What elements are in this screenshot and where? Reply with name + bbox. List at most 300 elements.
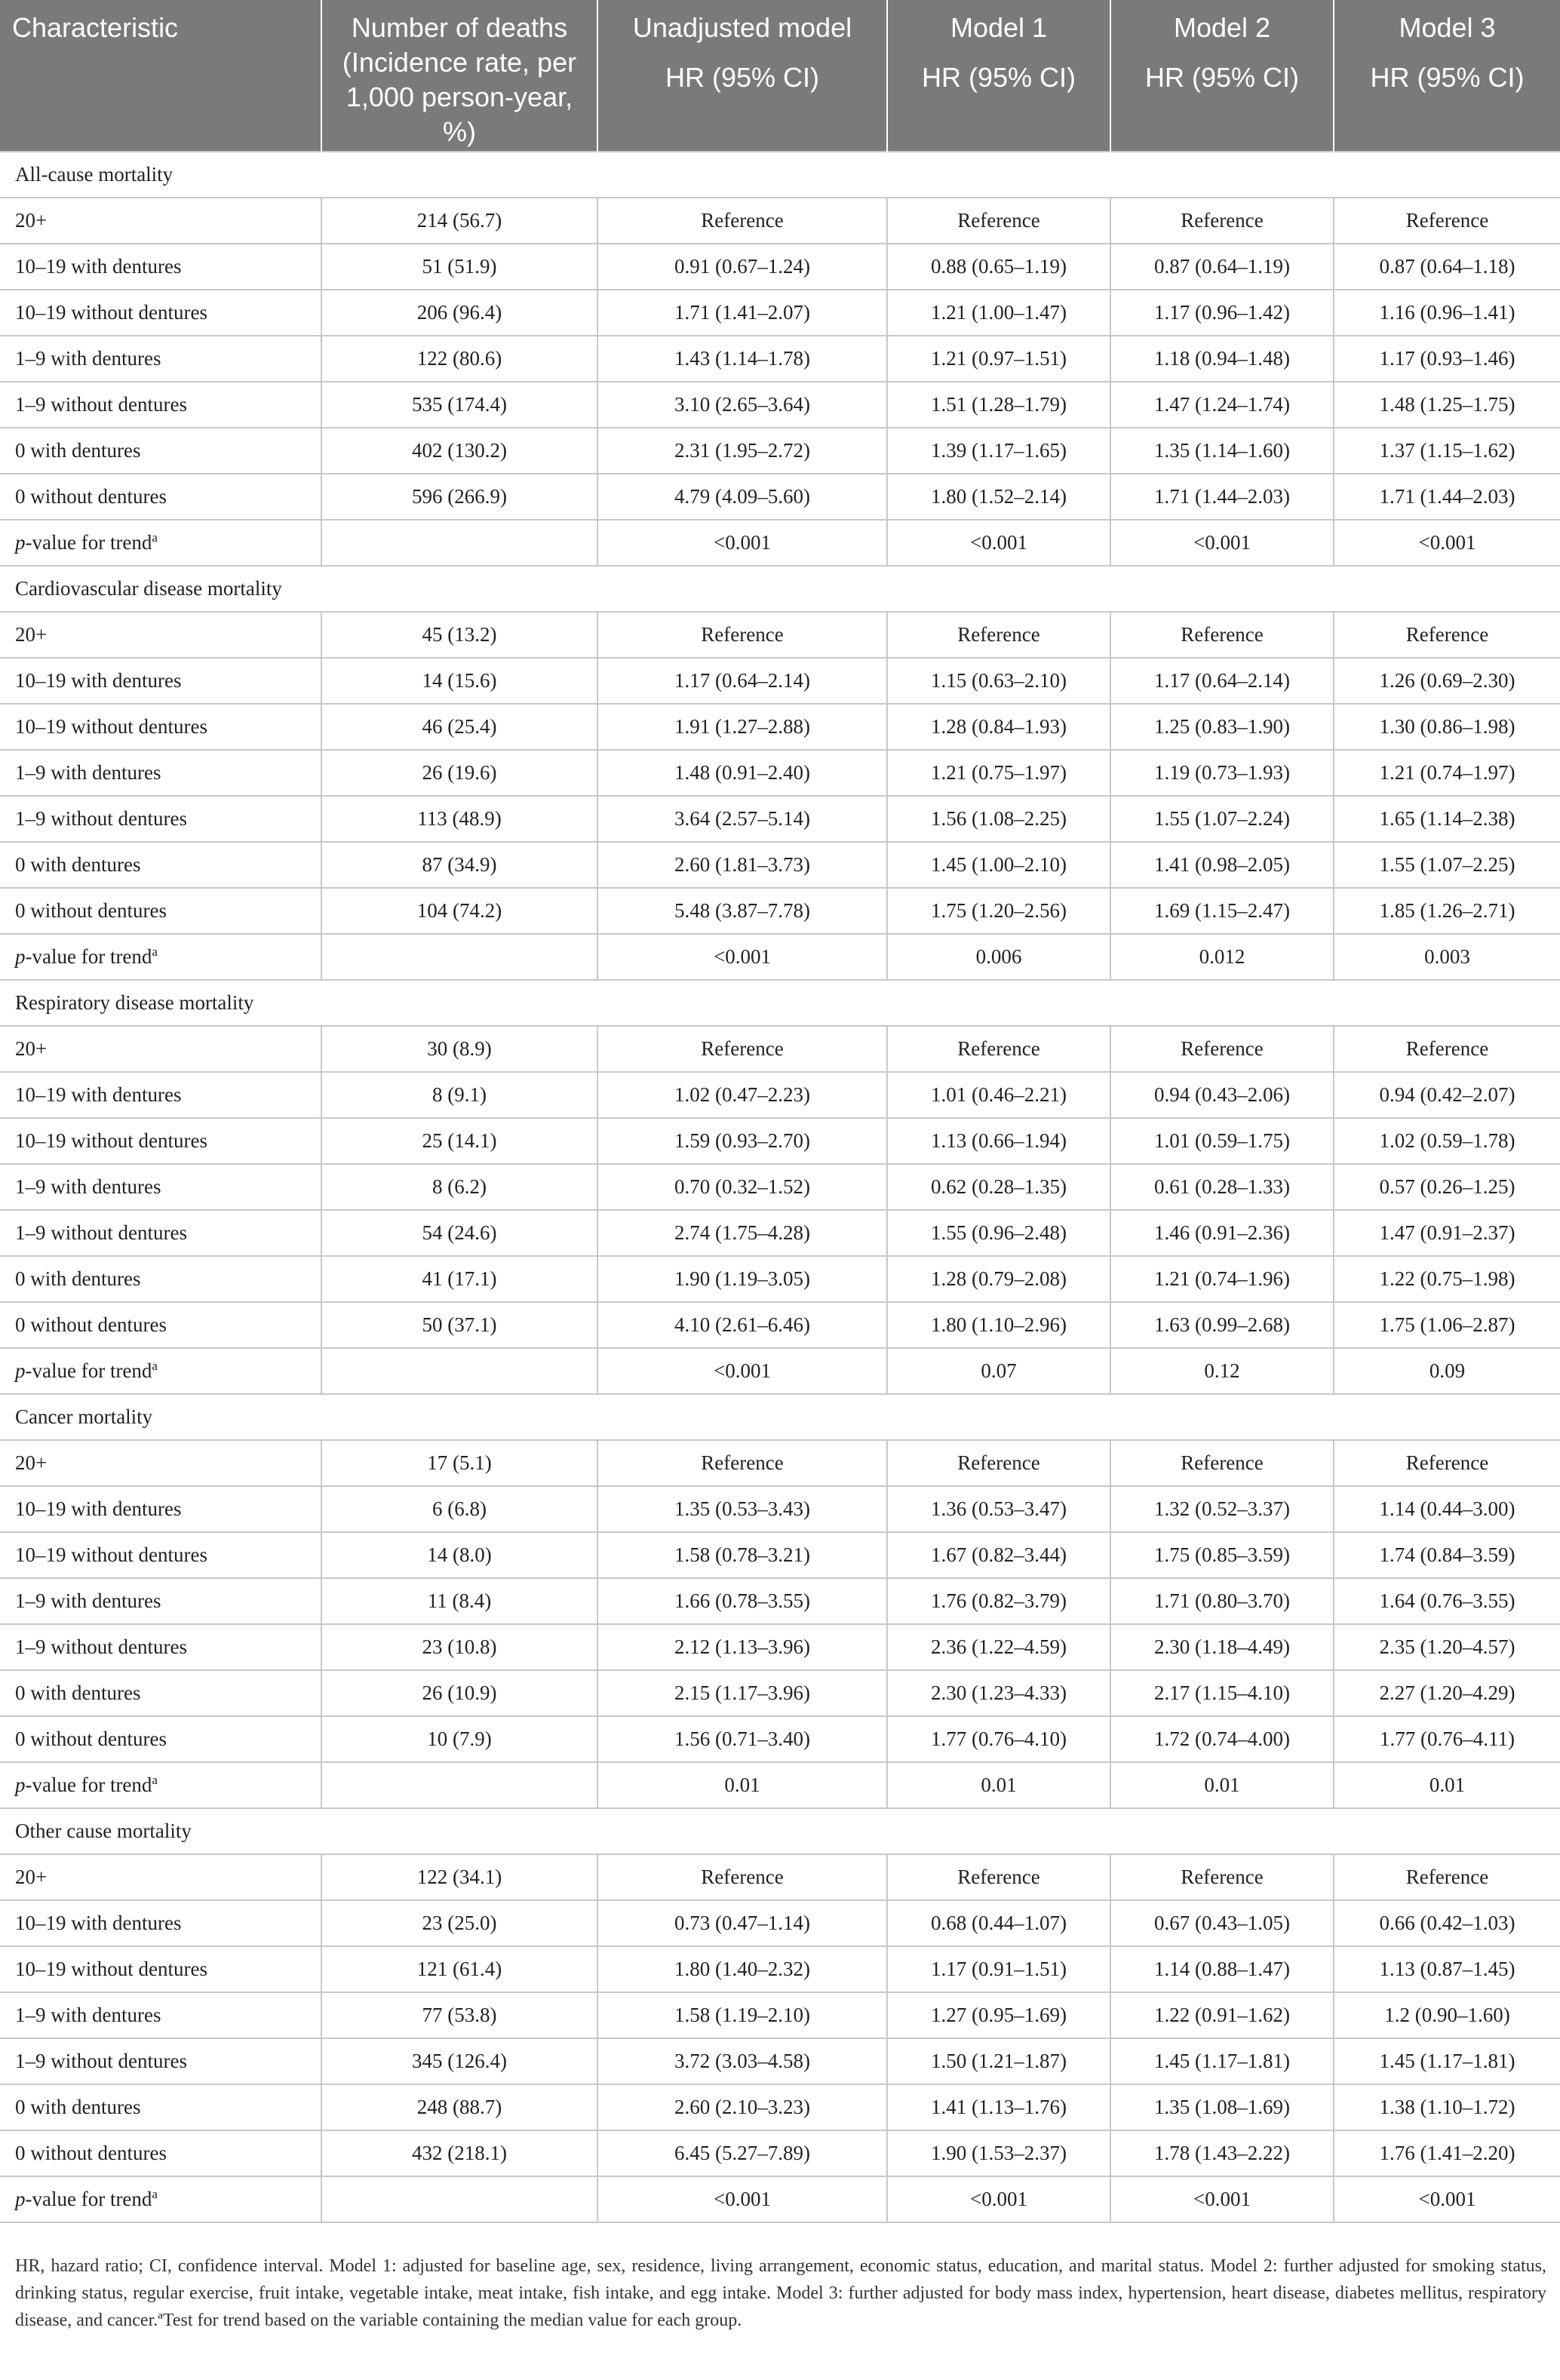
table-cell: 0.73 (0.47–1.14) (597, 1900, 887, 1946)
table-cell: 0.94 (0.42–2.07) (1334, 1072, 1560, 1118)
row-label: 1–9 with dentures (0, 1992, 321, 2038)
table-body (0, 152, 1560, 2222)
table-cell: 14 (8.0) (321, 1532, 597, 1578)
table-cell: 1.36 (0.53–3.47) (887, 1486, 1110, 1532)
trend-value: 0.01 (1334, 1762, 1560, 1808)
row-label: 0 with dentures (0, 1256, 321, 1302)
table-cell: 1.2 (0.90–1.60) (1334, 1992, 1560, 2038)
table-cell (321, 520, 597, 566)
table-cell: 1.75 (0.85–3.59) (1110, 1532, 1334, 1578)
row-label: 0 without dentures (0, 888, 321, 934)
table-row (0, 1072, 1560, 1118)
table-cell: 1.17 (0.96–1.42) (1110, 290, 1334, 336)
trend-value: <0.001 (1334, 2176, 1560, 2222)
table-row (0, 1578, 1560, 1624)
table-cell: 432 (218.1) (321, 2130, 597, 2176)
table-row (0, 1440, 1560, 1486)
table-row (0, 1210, 1560, 1256)
trend-value: <0.001 (887, 2176, 1110, 2222)
table-cell: 1.90 (1.53–2.37) (887, 2130, 1110, 2176)
section-header-row (0, 566, 1560, 612)
table-cell: 1.56 (1.08–2.25) (887, 796, 1110, 842)
table-cell: 1.21 (0.74–1.96) (1110, 1256, 1334, 1302)
trend-value: 0.01 (597, 1762, 887, 1808)
trend-value: <0.001 (597, 2176, 887, 2222)
table-cell: 0.94 (0.43–2.06) (1110, 1072, 1334, 1118)
table-row (0, 1164, 1560, 1210)
trend-label-p: p (15, 2188, 26, 2210)
table-cell: 2.15 (1.17–3.96) (597, 1670, 887, 1716)
table-cell: 1.45 (1.00–2.10) (887, 842, 1110, 888)
table-cell: 1.02 (0.47–2.23) (597, 1072, 887, 1118)
table-row (0, 2084, 1560, 2130)
table-cell: 2.17 (1.15–4.10) (1110, 1670, 1334, 1716)
table-cell: 1.13 (0.66–1.94) (887, 1118, 1110, 1164)
table-cell (321, 2176, 597, 2222)
table-cell: 1.19 (0.73–1.93) (1110, 750, 1334, 796)
table-cell: 1.58 (0.78–3.21) (597, 1532, 887, 1578)
table-cell: 113 (48.9) (321, 796, 597, 842)
header-hr-model-2: HR (95% CI) (1110, 50, 1334, 152)
trend-row (0, 934, 1560, 980)
table-cell: 3.10 (2.65–3.64) (597, 382, 887, 428)
table-cell: 1.80 (1.40–2.32) (597, 1946, 887, 1992)
table-cell: 1.02 (0.59–1.78) (1334, 1118, 1560, 1164)
section-header-row (0, 152, 1560, 198)
row-label: 0 with dentures (0, 842, 321, 888)
table-cell: 1.48 (0.91–2.40) (597, 750, 887, 796)
row-label: 10–19 without dentures (0, 1946, 321, 1992)
row-label: 0 without dentures (0, 474, 321, 520)
table-cell: 1.01 (0.46–2.21) (887, 1072, 1110, 1118)
trend-value: 0.01 (1110, 1762, 1334, 1808)
row-label: 10–19 with dentures (0, 1072, 321, 1118)
table-cell: Reference (597, 198, 887, 244)
trend-label-p: p (15, 531, 26, 554)
table-cell: 3.72 (3.03–4.58) (597, 2038, 887, 2084)
table-row (0, 796, 1560, 842)
table-cell: 1.35 (0.53–3.43) (597, 1486, 887, 1532)
table-cell: Reference (887, 1440, 1110, 1486)
table-cell: 2.12 (1.13–3.96) (597, 1624, 887, 1670)
trend-value: 0.12 (1110, 1348, 1334, 1394)
row-label: 1–9 with dentures (0, 1164, 321, 1210)
table-cell: 45 (13.2) (321, 612, 597, 658)
table-cell: 1.71 (1.44–2.03) (1334, 474, 1560, 520)
row-label: 1–9 with dentures (0, 750, 321, 796)
header-number-of-deaths: Number of deaths (Incidence rate, per 1,000 person-year, %) (321, 0, 597, 152)
table-cell: 1.38 (1.10–1.72) (1334, 2084, 1560, 2130)
trend-value: <0.001 (1110, 2176, 1334, 2222)
table-cell: 1.76 (0.82–3.79) (887, 1578, 1110, 1624)
table-cell: 1.18 (0.94–1.48) (1110, 336, 1334, 382)
table-row (0, 888, 1560, 934)
trend-label-p: p (15, 945, 26, 968)
table-cell: 2.60 (2.10–3.23) (597, 2084, 887, 2130)
table-row (0, 1624, 1560, 1670)
table-cell: 1.32 (0.52–3.37) (1110, 1486, 1334, 1532)
table-cell: Reference (1110, 1440, 1334, 1486)
row-label: 10–19 without dentures (0, 1118, 321, 1164)
table-row (0, 2038, 1560, 2084)
table-cell: 122 (80.6) (321, 336, 597, 382)
table-cell: 8 (6.2) (321, 1164, 597, 1210)
table-cell: 1.13 (0.87–1.45) (1334, 1946, 1560, 1992)
table-row (0, 198, 1560, 244)
table-cell: 6.45 (5.27–7.89) (597, 2130, 887, 2176)
table-row (0, 1026, 1560, 1072)
row-label: 20+ (0, 1440, 321, 1486)
table-cell: 0.70 (0.32–1.52) (597, 1164, 887, 1210)
trend-label (0, 934, 321, 980)
trend-row (0, 1348, 1560, 1394)
table-cell: 1.76 (1.41–2.20) (1334, 2130, 1560, 2176)
section-title: Respiratory disease mortality (0, 980, 1560, 1026)
row-label: 10–19 with dentures (0, 244, 321, 290)
table-cell: 1.50 (1.21–1.87) (887, 2038, 1110, 2084)
trend-label-p: p (15, 1773, 26, 1796)
table-row (0, 290, 1560, 336)
table-cell: 1.56 (0.71–3.40) (597, 1716, 887, 1762)
header-model-2: Model 2 (1110, 0, 1334, 50)
table-cell: 248 (88.7) (321, 2084, 597, 2130)
header-model-1: Model 1 (887, 0, 1110, 50)
trend-label-text: -value for trend (25, 531, 152, 554)
table-cell: Reference (1110, 612, 1334, 658)
table-cell: 1.35 (1.08–1.69) (1110, 2084, 1334, 2130)
trend-value: <0.001 (597, 934, 887, 980)
trend-label (0, 1348, 321, 1394)
table-row (0, 1118, 1560, 1164)
table-cell: 0.61 (0.28–1.33) (1110, 1164, 1334, 1210)
table-cell: 41 (17.1) (321, 1256, 597, 1302)
table-cell: 10 (7.9) (321, 1716, 597, 1762)
table-cell: 1.78 (1.43–2.22) (1110, 2130, 1334, 2176)
table-cell: 2.74 (1.75–4.28) (597, 1210, 887, 1256)
trend-label-superscript: a (152, 1359, 158, 1373)
trend-label-text: -value for trend (25, 2188, 152, 2210)
table-cell: 4.10 (2.61–6.46) (597, 1302, 887, 1348)
table-cell: 345 (126.4) (321, 2038, 597, 2084)
table-cell: 1.65 (1.14–2.38) (1334, 796, 1560, 842)
table-cell: 2.30 (1.23–4.33) (887, 1670, 1110, 1716)
table-cell: Reference (597, 1026, 887, 1072)
table-cell: 1.14 (0.88–1.47) (1110, 1946, 1334, 1992)
section-header-row (0, 980, 1560, 1026)
table-cell: 17 (5.1) (321, 1440, 597, 1486)
trend-value: 0.09 (1334, 1348, 1560, 1394)
table-cell: Reference (1334, 612, 1560, 658)
trend-value: 0.012 (1110, 934, 1334, 980)
row-label: 0 with dentures (0, 1670, 321, 1716)
table-cell: 1.85 (1.26–2.71) (1334, 888, 1560, 934)
table-cell: 1.17 (0.91–1.51) (887, 1946, 1110, 1992)
table-cell: 104 (74.2) (321, 888, 597, 934)
table-cell: 2.35 (1.20–4.57) (1334, 1624, 1560, 1670)
table-cell: 1.58 (1.19–2.10) (597, 1992, 887, 2038)
table-cell: 23 (10.8) (321, 1624, 597, 1670)
table-row (0, 1256, 1560, 1302)
trend-value: 0.003 (1334, 934, 1560, 980)
table-row (0, 1302, 1560, 1348)
table-cell: 1.01 (0.59–1.75) (1110, 1118, 1334, 1164)
row-label: 0 without dentures (0, 1302, 321, 1348)
row-label: 1–9 with dentures (0, 336, 321, 382)
section-title: Cardiovascular disease mortality (0, 566, 1560, 612)
row-label: 1–9 without dentures (0, 1210, 321, 1256)
trend-label-text: -value for trend (25, 1359, 152, 1382)
table-cell: Reference (887, 1854, 1110, 1900)
row-label: 10–19 with dentures (0, 1900, 321, 1946)
table-row (0, 1854, 1560, 1900)
trend-label-p: p (15, 1359, 26, 1382)
row-label: 0 without dentures (0, 1716, 321, 1762)
table-cell: 1.67 (0.82–3.44) (887, 1532, 1110, 1578)
table-cell: 1.55 (0.96–2.48) (887, 1210, 1110, 1256)
table-cell: 1.27 (0.95–1.69) (887, 1992, 1110, 2038)
table-cell: 1.37 (1.15–1.62) (1334, 428, 1560, 474)
table-row (0, 474, 1560, 520)
table-footnote: HR, hazard ratio; CI, confidence interval. Model 1: adjusted for baseline age, sex, residence, living arrangement, economic status, education, and marital status. Model 2: further adjusted for smoking status, drinking status, regular exercise, fruit intake, vegetable intake, meat intake, fish intake, and egg intake. Model 3: further adjusted for body mass index, hypertension, heart disease, diabetes mellitus, respiratory disease, and cancer.ªTest for trend based on the variable containing the median value for each group. (15, 2256, 1546, 2330)
table-cell: 206 (96.4) (321, 290, 597, 336)
table-cell: 214 (56.7) (321, 198, 597, 244)
table-row (0, 1946, 1560, 1992)
table-cell (321, 934, 597, 980)
table-cell: 0.87 (0.64–1.18) (1334, 244, 1560, 290)
table-cell: 1.77 (0.76–4.11) (1334, 1716, 1560, 1762)
table-cell: 1.75 (1.20–2.56) (887, 888, 1110, 934)
table-cell: 0.87 (0.64–1.19) (1110, 244, 1334, 290)
table-cell: Reference (1334, 1440, 1560, 1486)
table-cell: 0.62 (0.28–1.35) (887, 1164, 1110, 1210)
table-cell: Reference (1110, 198, 1334, 244)
table-cell: 1.47 (0.91–2.37) (1334, 1210, 1560, 1256)
table-cell: 2.60 (1.81–3.73) (597, 842, 887, 888)
section-header-row (0, 1394, 1560, 1440)
row-label: 20+ (0, 612, 321, 658)
row-label: 10–19 without dentures (0, 704, 321, 750)
table-row (0, 428, 1560, 474)
table-cell: 1.17 (0.64–2.14) (597, 658, 887, 704)
table-cell: 25 (14.1) (321, 1118, 597, 1164)
table-cell: 1.41 (0.98–2.05) (1110, 842, 1334, 888)
table-cell: 0.67 (0.43–1.05) (1110, 1900, 1334, 1946)
table-cell: 1.80 (1.10–2.96) (887, 1302, 1110, 1348)
table-cell: 30 (8.9) (321, 1026, 597, 1072)
table-cell: 1.55 (1.07–2.25) (1334, 842, 1560, 888)
table-row (0, 704, 1560, 750)
table-cell: Reference (1110, 1854, 1334, 1900)
table-cell: 1.71 (0.80–3.70) (1110, 1578, 1334, 1624)
table-cell (321, 1348, 597, 1394)
table-cell: 46 (25.4) (321, 704, 597, 750)
table-cell: 1.16 (0.96–1.41) (1334, 290, 1560, 336)
table-cell: 1.59 (0.93–2.70) (597, 1118, 887, 1164)
table-row (0, 1992, 1560, 2038)
row-label: 1–9 without dentures (0, 2038, 321, 2084)
trend-label-superscript: a (152, 530, 158, 545)
table-cell: 0.88 (0.65–1.19) (887, 244, 1110, 290)
table-cell: 1.64 (0.76–3.55) (1334, 1578, 1560, 1624)
header-characteristic: Characteristic (0, 0, 321, 152)
table-cell: 1.66 (0.78–3.55) (597, 1578, 887, 1624)
table-cell: 1.77 (0.76–4.10) (887, 1716, 1110, 1762)
table-cell: 2.30 (1.18–4.49) (1110, 1624, 1334, 1670)
row-label: 0 with dentures (0, 2084, 321, 2130)
table-row (0, 2130, 1560, 2176)
table-cell: Reference (1334, 1854, 1560, 1900)
table-row (0, 1716, 1560, 1762)
table-cell: 8 (9.1) (321, 1072, 597, 1118)
trend-value: 0.01 (887, 1762, 1110, 1808)
table-cell: 1.51 (1.28–1.79) (887, 382, 1110, 428)
table-cell: 535 (174.4) (321, 382, 597, 428)
table-cell: Reference (1334, 198, 1560, 244)
trend-value: <0.001 (1110, 520, 1334, 566)
table-cell: Reference (1110, 1026, 1334, 1072)
table-cell: 1.21 (0.74–1.97) (1334, 750, 1560, 796)
table-cell: 1.28 (0.84–1.93) (887, 704, 1110, 750)
table-cell: 1.28 (0.79–2.08) (887, 1256, 1110, 1302)
trend-label-superscript: a (152, 1773, 158, 1787)
table-cell: 1.71 (1.44–2.03) (1110, 474, 1334, 520)
table-row (0, 1486, 1560, 1532)
trend-label-superscript: a (152, 2187, 158, 2201)
row-label: 10–19 with dentures (0, 658, 321, 704)
table-cell: 1.21 (0.75–1.97) (887, 750, 1110, 796)
row-label: 20+ (0, 1854, 321, 1900)
header-unadjusted-model: Unadjusted model (597, 0, 887, 50)
table-cell: 0.68 (0.44–1.07) (887, 1900, 1110, 1946)
trend-label-text: -value for trend (25, 1773, 152, 1796)
table-cell: 1.91 (1.27–2.88) (597, 704, 887, 750)
table-cell: 54 (24.6) (321, 1210, 597, 1256)
table-cell: 1.63 (0.99–2.68) (1110, 1302, 1334, 1348)
table-cell: 1.14 (0.44–3.00) (1334, 1486, 1560, 1532)
trend-label (0, 1762, 321, 1808)
row-label: 10–19 without dentures (0, 1532, 321, 1578)
table-cell: 1.48 (1.25–1.75) (1334, 382, 1560, 428)
header-model-3: Model 3 (1334, 0, 1560, 50)
table-cell: 14 (15.6) (321, 658, 597, 704)
trend-value: <0.001 (887, 520, 1110, 566)
section-title: All-cause mortality (0, 152, 1560, 198)
table-cell: 1.21 (1.00–1.47) (887, 290, 1110, 336)
row-label: 1–9 without dentures (0, 1624, 321, 1670)
table-cell: 121 (61.4) (321, 1946, 597, 1992)
trend-label (0, 520, 321, 566)
row-label: 1–9 without dentures (0, 382, 321, 428)
table-cell: 4.79 (4.09–5.60) (597, 474, 887, 520)
table-cell: 1.72 (0.74–4.00) (1110, 1716, 1334, 1762)
table-cell: 1.22 (0.91–1.62) (1110, 1992, 1334, 2038)
table-cell: Reference (1334, 1026, 1560, 1072)
table-cell: 1.26 (0.69–2.30) (1334, 658, 1560, 704)
table-cell: 2.27 (1.20–4.29) (1334, 1670, 1560, 1716)
section-title: Cancer mortality (0, 1394, 1560, 1440)
trend-label (0, 2176, 321, 2222)
header-hr-unadjusted: HR (95% CI) (597, 50, 887, 152)
table-cell: 1.41 (1.13–1.76) (887, 2084, 1110, 2130)
header-hr-model-3: HR (95% CI) (1334, 50, 1560, 152)
table-cell: 87 (34.9) (321, 842, 597, 888)
section-header-row (0, 1808, 1560, 1854)
table-cell: 1.71 (1.41–2.07) (597, 290, 887, 336)
table-cell: 1.90 (1.19–3.05) (597, 1256, 887, 1302)
table-cell: 5.48 (3.87–7.78) (597, 888, 887, 934)
table-row (0, 1670, 1560, 1716)
table-row (0, 336, 1560, 382)
table-cell: 2.31 (1.95–2.72) (597, 428, 887, 474)
table-cell: Reference (597, 612, 887, 658)
row-label: 0 without dentures (0, 2130, 321, 2176)
table-row (0, 612, 1560, 658)
table-row (0, 1532, 1560, 1578)
trend-label-superscript: a (152, 944, 158, 959)
row-label: 1–9 with dentures (0, 1578, 321, 1624)
table-cell: 1.25 (0.83–1.90) (1110, 704, 1334, 750)
table-cell: 596 (266.9) (321, 474, 597, 520)
table-cell: 1.74 (0.84–3.59) (1334, 1532, 1560, 1578)
section-title: Other cause mortality (0, 1808, 1560, 1854)
table-row (0, 750, 1560, 796)
row-label: 10–19 without dentures (0, 290, 321, 336)
table-cell: 1.30 (0.86–1.98) (1334, 704, 1560, 750)
table-cell: 1.39 (1.17–1.65) (887, 428, 1110, 474)
table-cell: 51 (51.9) (321, 244, 597, 290)
table-cell: 0.91 (0.67–1.24) (597, 244, 887, 290)
table-cell: 1.17 (0.64–2.14) (1110, 658, 1334, 704)
table-cell: 1.45 (1.17–1.81) (1110, 2038, 1334, 2084)
table-cell: 26 (19.6) (321, 750, 597, 796)
table-row (0, 244, 1560, 290)
table-row (0, 658, 1560, 704)
table-cell: 26 (10.9) (321, 1670, 597, 1716)
table-row (0, 842, 1560, 888)
table-header (0, 0, 1560, 152)
table-cell: 122 (34.1) (321, 1854, 597, 1900)
table-cell: 2.36 (1.22–4.59) (887, 1624, 1110, 1670)
trend-value: <0.001 (597, 520, 887, 566)
row-label: 10–19 with dentures (0, 1486, 321, 1532)
trend-row (0, 1762, 1560, 1808)
table-cell: 6 (6.8) (321, 1486, 597, 1532)
table-cell: 1.15 (0.63–2.10) (887, 658, 1110, 704)
table-cell: Reference (597, 1440, 887, 1486)
table-cell: 402 (130.2) (321, 428, 597, 474)
table-cell: Reference (887, 198, 1110, 244)
table-row (0, 382, 1560, 428)
table-cell: 3.64 (2.57–5.14) (597, 796, 887, 842)
trend-row (0, 520, 1560, 566)
table-cell: 1.55 (1.07–2.24) (1110, 796, 1334, 842)
trend-value: 0.07 (887, 1348, 1110, 1394)
trend-value: <0.001 (1334, 520, 1560, 566)
table-cell: 1.75 (1.06–2.87) (1334, 1302, 1560, 1348)
table-cell: 1.43 (1.14–1.78) (597, 336, 887, 382)
row-label: 0 with dentures (0, 428, 321, 474)
table-cell: 23 (25.0) (321, 1900, 597, 1946)
table-cell: 1.45 (1.17–1.81) (1334, 2038, 1560, 2084)
table-cell: 0.57 (0.26–1.25) (1334, 1164, 1560, 1210)
row-label: 20+ (0, 1026, 321, 1072)
row-label: 20+ (0, 198, 321, 244)
table-cell: Reference (887, 612, 1110, 658)
table-cell: Reference (887, 1026, 1110, 1072)
table-cell: 77 (53.8) (321, 1992, 597, 2038)
table-cell: 1.35 (1.14–1.60) (1110, 428, 1334, 474)
table-cell: Reference (597, 1854, 887, 1900)
